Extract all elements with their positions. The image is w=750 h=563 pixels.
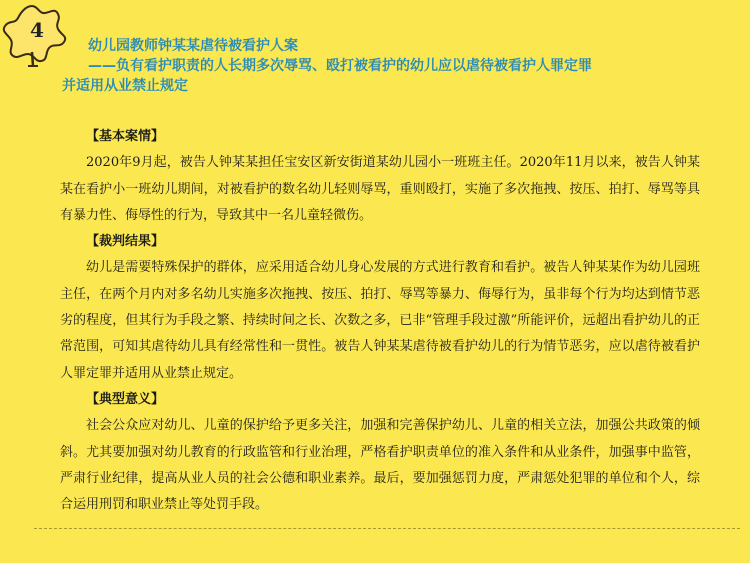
title-line-2: ——负有看护职责的人长期多次辱骂、殴打被看护的幼儿应以虐待被看护人罪定罪 xyxy=(88,58,592,74)
badge-number: 4 xyxy=(30,18,44,42)
dashed-divider xyxy=(34,528,740,529)
significance-text: 社会公众应对幼儿、儿童的保护给予更多关注，加强和完善保护幼儿、儿童的相关立法，加强公共政策的倾斜。尤其要加强对幼儿教育的行政监管和行业治理，严格看护职责单位的准入条件和从业条件，加强事中监管，严肃行业纪律，提高从业人员的社会公德和职业素养。最后，要加强惩罚力度，严肃惩处犯罪的单位和个人，综合运用刑罚和职业禁止等处罚手段。 xyxy=(60,418,700,513)
case-body xyxy=(60,124,700,518)
basic-facts-text: 2020年9月起，被告人钟某某担任宝安区新安街道某幼儿园小一班班主任。2020年11月以来，被告人钟某某在看护小一班幼儿期间，对被看护的数名幼儿轻则辱骂，重则殴打，实施了多次拖拽、按压、拍打、辱骂等具有暴力性、侮辱性的行为，导致其中一名儿童轻微伤。 xyxy=(60,155,700,223)
verdict-text: 幼儿是需要特殊保护的群体，应采用适合幼儿身心发展的方式进行教育和看护。被告人钟某某作为幼儿园班主任，在两个月内对多名幼儿实施多次拖拽、按压、拍打、辱骂等暴力、侮辱行为，虽非每个行为均达到情节恶劣的程度，但其行为手段之繁、持续时间之长、次数之多，已非“管理手段过激”所能评价，远超出看护幼儿的正常范围，可知其虐待幼儿具有经常性和一贯性。被告人钟某某虐待被看护幼儿的行为情节恶劣，应以虐待被看护人罪定罪并适用从业禁止规定。 xyxy=(60,260,700,381)
title-line-1: 幼儿园教师钟某某虐待被看护人案 xyxy=(88,38,298,54)
basic-facts-heading: 【基本案情】 xyxy=(86,129,165,144)
title-line-3: 并适用从业禁止规定 xyxy=(62,78,188,94)
significance-heading: 【典型意义】 xyxy=(86,391,165,407)
case-title xyxy=(62,36,712,96)
verdict-heading: 【裁判结果】 xyxy=(86,234,165,250)
number-badge xyxy=(2,2,68,68)
